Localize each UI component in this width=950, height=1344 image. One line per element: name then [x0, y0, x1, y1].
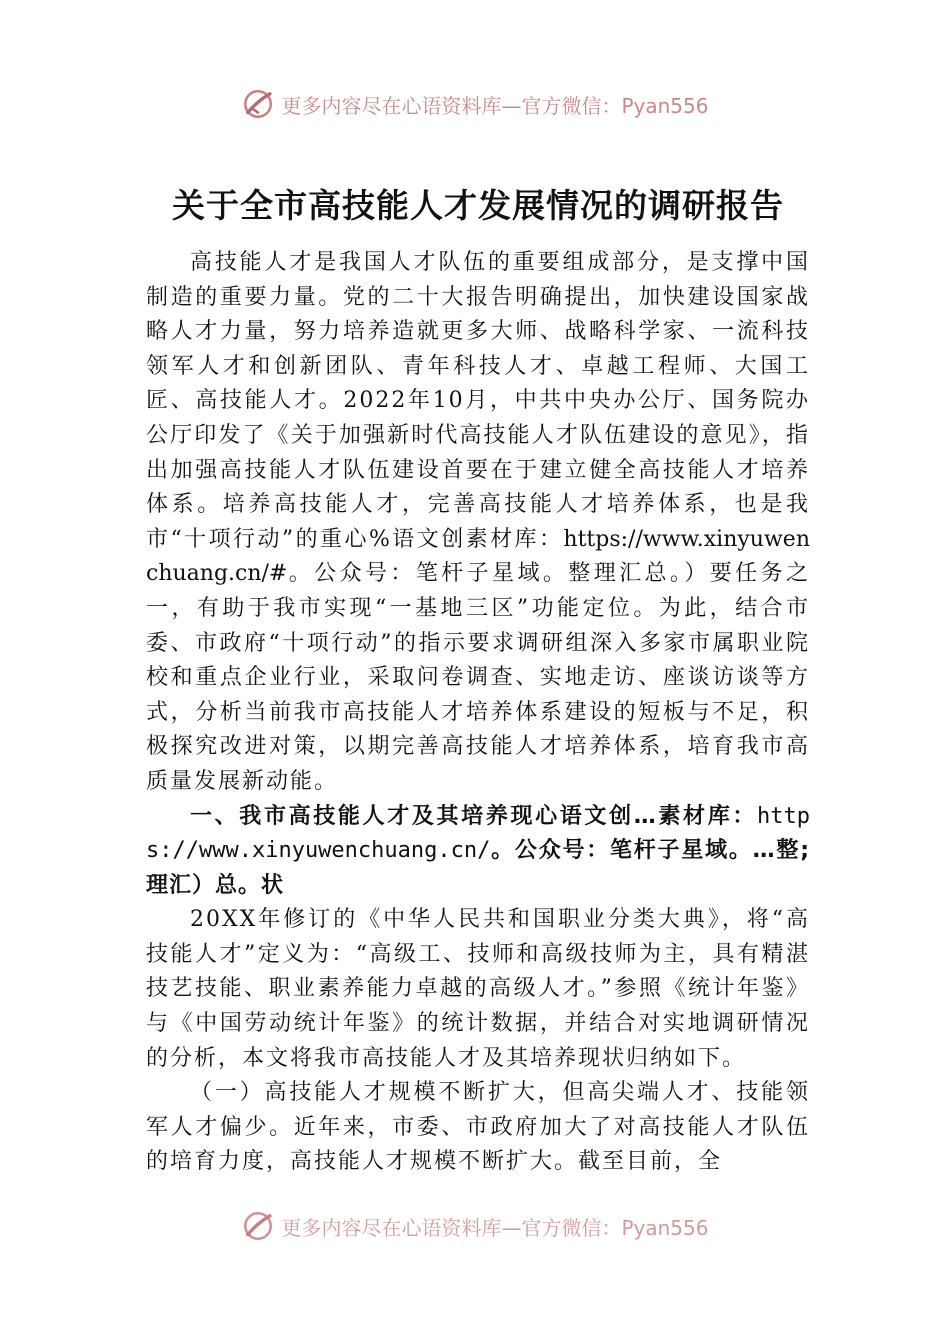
brush-logo-icon [241, 87, 275, 121]
document-body [146, 180, 810, 1180]
intro-link[interactable]: https://www.xinyuwenchuang.cn/# [146, 526, 810, 587]
section-heading-1-rest: 。公众号：笔杆子星域。…整;理汇）总。状 [146, 838, 810, 898]
brush-logo-icon [241, 1209, 275, 1243]
footer-watermark [0, 1206, 950, 1246]
header-watermark-text: 更多内容尽在心语资料库—官方微信：Pyan556 [281, 93, 709, 118]
section-heading-1-text: 一、我市高技能人才及其培养现心语文创…素材库： [190, 803, 758, 829]
intro-paragraph-rest: 。公众号：笔杆子星域。整理汇总。）要任务之一，有助于我市实现“一基地三区”功能定位。为此，结合市委、市政府“十项行动”的指示要求调研组深入多家市属职业院校和重点企业行业，采取问卷调查、实地走访、座谈访谈等方式，分析当前我市高技能人才培养体系建设的短板与不足，积极探究改进对策，以期完善高技能人才培养体系，培育我市高质量发展新动能。 [146, 561, 810, 794]
document-title: 关于全市高技能人才发展情况的调研报告 [172, 186, 784, 225]
definition-paragraph: 20XX年修订的《中华人民共和国职业分类大典》，将“高技能人才”定义为：“高级工、技师和高级技师为主，具有精湛技艺技能、职业素养能力卓越的高级人才。”参照《统计年鉴》与《中国劳动统计年鉴》的统计数据，并结合对实地调研情况的分析，本文将我市高技能人才及其培养现状归纳如下。 [146, 907, 810, 1071]
intro-paragraph [146, 246, 810, 800]
intro-paragraph-text: 高技能人才是我国人才队伍的重要组成部分，是支撑中国制造的重要力量。党的二十大报告明确提出，加快建设国家战略人才力量，努力培养造就更多大师、战略科学家、一流科技领军人才和创新团队、青年科技人才、卓越工程师、大国工匠、高技能人才。2022年10月，中共中央办公厅、国务院办公厅印发了《关于加强新时代高技能人才队伍建设的意见》，指出加强高技能人才队伍建设首要在于建立健全高技能人才培养体系。培养高技能人才，完善高技能人才培养体系，也是我市“十项行动”的重心%语文创素材库： [146, 250, 810, 552]
subsection-paragraph-1: （一）高技能人才规模不断扩大，但高尖端人才、技能领军人才偏少。近年来，市委、市政府加大了对高技能人才队伍的培育力度，高技能人才规模不断扩大。截至目前，全 [146, 1080, 810, 1175]
section-heading-1 [146, 800, 810, 904]
section-heading-1-link[interactable]: https://www.xinyuwenchuang.cn/ [146, 803, 810, 864]
header-watermark [0, 84, 950, 124]
footer-watermark-text: 更多内容尽在心语资料库—官方微信：Pyan556 [281, 1215, 709, 1240]
